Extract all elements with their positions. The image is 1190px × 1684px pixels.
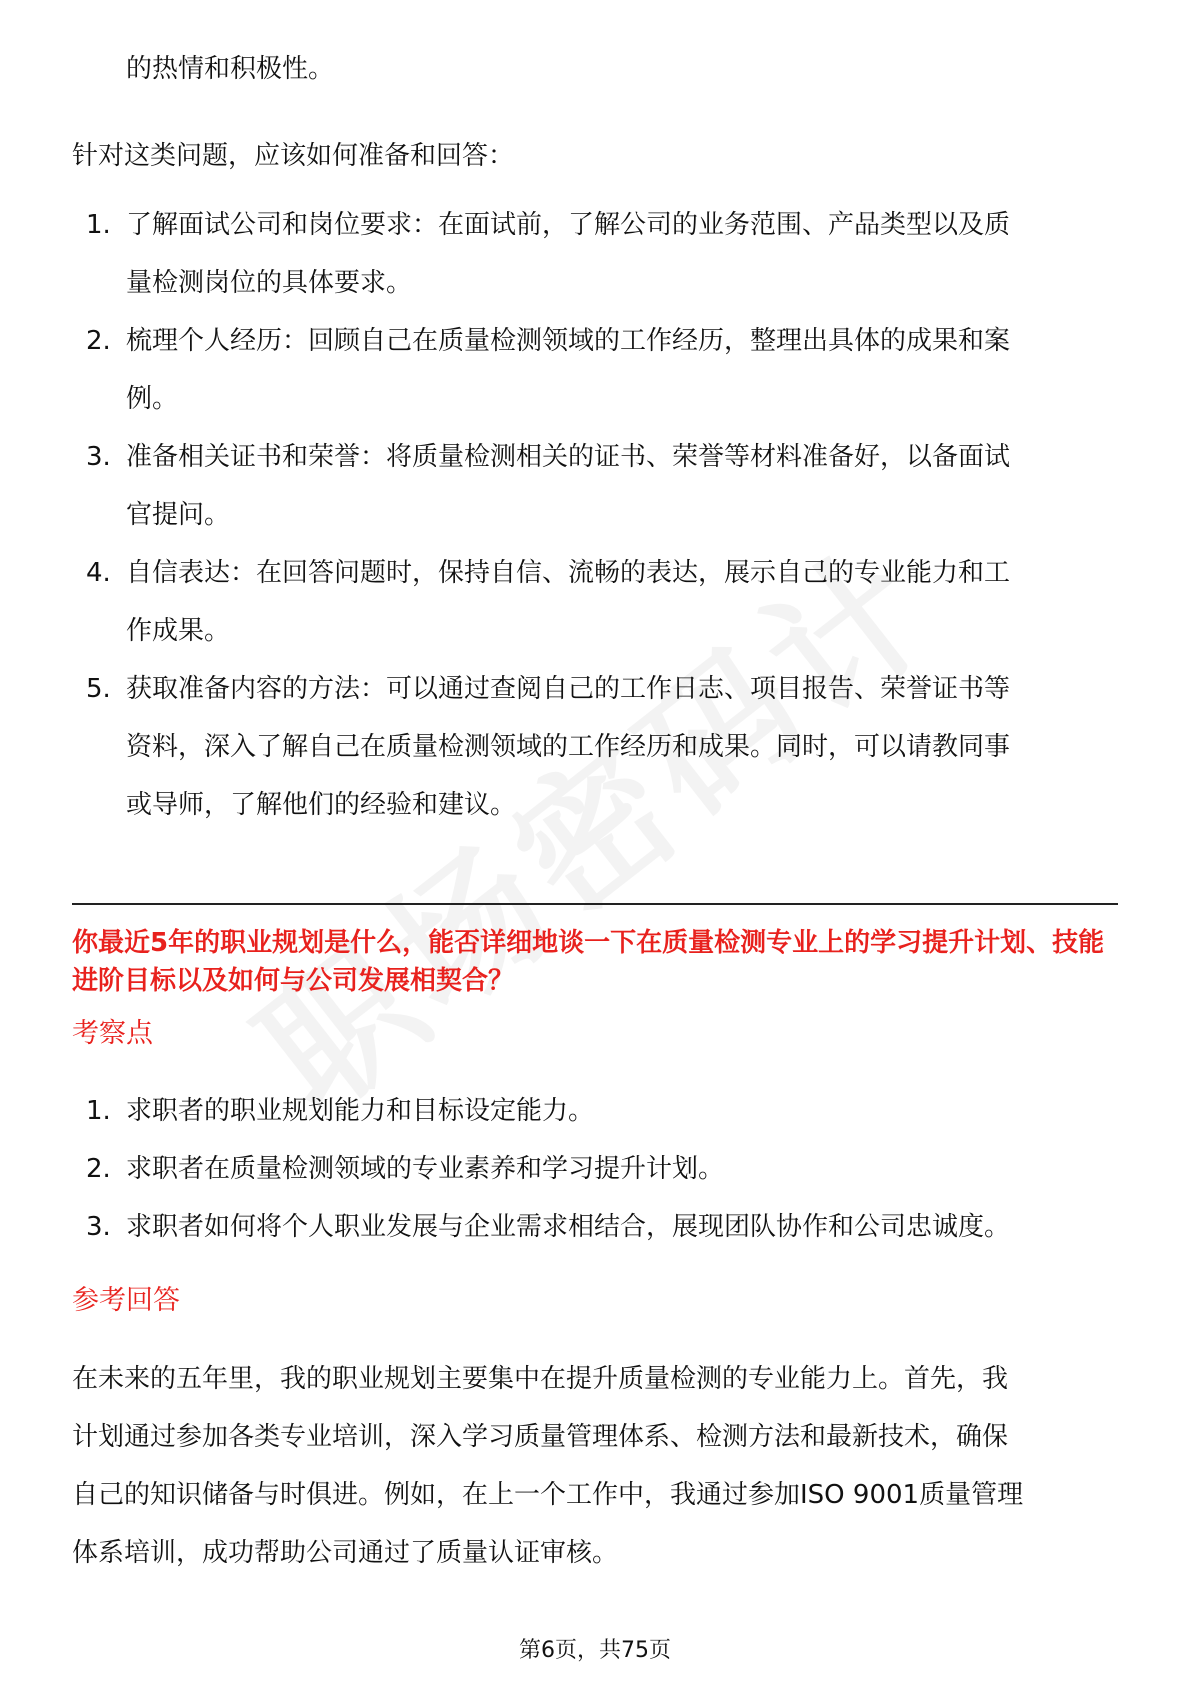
question-title: 你最近5年的职业规划是什么，能否详细地谈一下在质量检测专业上的学习提升计划、技能进阶目标以及如何与公司发展相契合？ <box>72 928 1105 996</box>
answer-line: 计划通过参加各类专业培训，深入学习质量管理体系、检测方法和最新技术，确保 <box>72 1422 1009 1452</box>
list-line: 量检测岗位的具体要求。 <box>126 268 413 298</box>
answer-paragraph <box>72 1350 1118 1582</box>
list-item <box>72 1082 1118 1140</box>
list-item <box>72 1198 1118 1256</box>
list-number: 2. <box>86 1154 111 1184</box>
answer-line: 自己的知识储备与时俱进。例如，在上一个工作中，我通过参加ISO 9001质量管理 <box>72 1480 1024 1510</box>
list-item <box>72 428 1118 544</box>
list-item <box>72 1140 1118 1198</box>
list-line: 资料，深入了解自己在质量检测领域的工作经历和成果。同时，可以请教同事 <box>126 732 1011 762</box>
list-line: 例。 <box>126 384 179 414</box>
list-line: 求职者的职业规划能力和目标设定能力。 <box>126 1096 595 1126</box>
list-line: 获取准备内容的方法：可以通过查阅自己的工作日志、项目报告、荣誉证书等 <box>126 674 1011 704</box>
prep-list <box>72 196 1118 834</box>
list-item <box>72 312 1118 428</box>
answer-line: 在未来的五年里，我的职业规划主要集中在提升质量检测的专业能力上。首先，我 <box>72 1364 1009 1394</box>
list-line: 自信表达：在回答问题时，保持自信、流畅的表达，展示自己的专业能力和工 <box>126 558 1011 588</box>
list-item <box>72 660 1118 834</box>
list-line: 求职者在质量检测领域的专业素养和学习提升计划。 <box>126 1154 725 1184</box>
list-line: 了解面试公司和岗位要求：在面试前，了解公司的业务范围、产品类型以及质 <box>126 210 1011 240</box>
list-item <box>72 544 1118 660</box>
answer-heading: 参考回答 <box>72 1285 180 1316</box>
list-number: 1. <box>86 210 111 240</box>
list-number: 3. <box>86 442 111 472</box>
list-line: 或导师，了解他们的经验和建议。 <box>126 790 517 820</box>
list-item <box>72 196 1118 312</box>
page-number: 第6页，共75页 <box>519 1638 671 1663</box>
list-number: 3. <box>86 1212 111 1242</box>
section-divider <box>72 903 1118 905</box>
list-line: 官提问。 <box>126 500 231 530</box>
list-number: 2. <box>86 326 111 356</box>
answer-line: 体系培训，成功帮助公司通过了质量认证审核。 <box>72 1538 619 1568</box>
focus-heading: 考察点 <box>72 1018 153 1049</box>
list-line: 梳理个人经历：回顾自己在质量检测领域的工作经历，整理出具体的成果和案 <box>126 326 1011 356</box>
list-line: 准备相关证书和荣誉：将质量检测相关的证书、荣誉等材料准备好，以备面试 <box>126 442 1011 472</box>
focus-list <box>72 1082 1118 1256</box>
intro-continuation: 的热情和积极性。 <box>126 54 335 84</box>
list-number: 5. <box>86 674 111 704</box>
list-number: 1. <box>86 1096 111 1126</box>
list-line: 求职者如何将个人职业发展与企业需求相结合，展现团队协作和公司忠诚度。 <box>126 1212 1011 1242</box>
list-number: 4. <box>86 558 111 588</box>
list-line: 作成果。 <box>126 616 231 646</box>
prep-heading: 针对这类问题，应该如何准备和回答： <box>72 141 515 171</box>
